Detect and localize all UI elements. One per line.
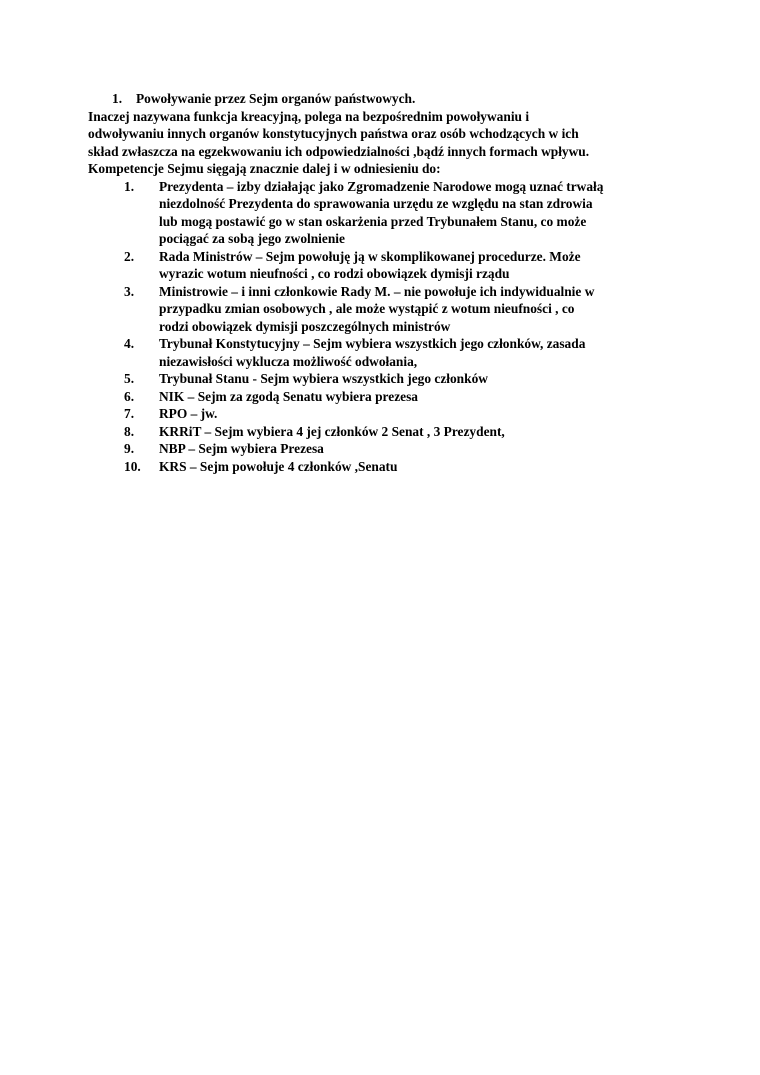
intro-paragraph bbox=[88, 108, 678, 178]
list-item-line: Rada Ministrów – Sejm powołuję ją w skomplikowanej procedurze. Może bbox=[159, 248, 581, 264]
list-item-line: NIK – Sejm za zgodą Senatu wybiera prezesa bbox=[159, 388, 418, 404]
list-item-number: 10. bbox=[124, 458, 141, 474]
list-item-krrit bbox=[88, 423, 678, 441]
list-item-krs bbox=[88, 458, 678, 476]
intro-line: Inaczej nazywana funkcja kreacyjną, polega na bezpośrednim powoływaniu i bbox=[88, 108, 530, 124]
list-item-body bbox=[159, 178, 678, 248]
section-heading-number: 1. bbox=[112, 91, 123, 106]
list-item-line: NBP – Sejm wybiera Prezesa bbox=[159, 441, 324, 456]
list-item-number: 4. bbox=[124, 336, 135, 351]
list-item-number: 8. bbox=[124, 423, 135, 439]
list-item-line: RPO – jw. bbox=[159, 406, 218, 421]
list-item-line: Trybunał Konstytucyjny – Sejm wybiera wszystkich jego członków, zasada bbox=[159, 336, 586, 351]
list-item-rada-ministrow bbox=[88, 248, 678, 283]
document-content bbox=[88, 90, 678, 475]
list-item-body bbox=[159, 335, 678, 370]
list-item-number: 5. bbox=[124, 371, 135, 386]
list-item-line: pociągać za sobą jego zwolnienie bbox=[159, 231, 345, 246]
list-item-nbp bbox=[88, 440, 678, 458]
list-item-body bbox=[159, 370, 678, 388]
list-item-trybunal-stanu bbox=[88, 370, 678, 388]
list-item-number: 2. bbox=[124, 248, 135, 264]
list-item-line: lub mogą postawić go w stan oskarżenia przed Trybunałem Stanu, co może bbox=[159, 213, 587, 229]
list-item-number: 6. bbox=[124, 388, 135, 404]
list-item-prezydent bbox=[88, 178, 678, 248]
intro-line: Kompetencje Sejmu sięgają znacznie dalej i w odniesieniu do: bbox=[88, 161, 441, 176]
list-item-body bbox=[159, 283, 678, 336]
list-item-line: wyrazic wotum nieufności , co rodzi obowiązek dymisji rządu bbox=[159, 266, 510, 281]
section-heading bbox=[112, 90, 678, 108]
list-item-line: Trybunał Stanu - Sejm wybiera wszystkich jego członków bbox=[159, 371, 488, 386]
list-item-line: Prezydenta – izby działając jako Zgromadzenie Narodowe mogą uznać trwałą bbox=[159, 178, 604, 194]
list-item-line: KRS – Sejm powołuje 4 członków ,Senatu bbox=[159, 458, 398, 474]
list-item-ministrowie bbox=[88, 283, 678, 336]
list-item-body bbox=[159, 248, 678, 283]
list-item-number: 9. bbox=[124, 441, 135, 456]
list-item-line: niezawisłości wyklucza możliwość odwołania, bbox=[159, 353, 418, 369]
list-item-body bbox=[159, 423, 678, 441]
list-item-rpo bbox=[88, 405, 678, 423]
list-item-trybunal-konstytucyjny bbox=[88, 335, 678, 370]
list-item-body bbox=[159, 458, 678, 476]
intro-line: odwoływaniu innych organów konstytucyjnych państwa oraz osób wchodzących w ich bbox=[88, 126, 579, 141]
list-item-number: 7. bbox=[124, 406, 135, 421]
list-item-line: niezdolność Prezydenta do sprawowania urzędu ze względu na stan zdrowia bbox=[159, 196, 593, 211]
list-item-line: rodzi obowiązek dymisji poszczególnych ministrów bbox=[159, 318, 451, 334]
list-item-line: KRRiT – Sejm wybiera 4 jej członków 2 Senat , 3 Prezydent, bbox=[159, 423, 505, 439]
list-item-body bbox=[159, 405, 678, 423]
list-item-nik bbox=[88, 388, 678, 406]
competence-list bbox=[88, 178, 678, 476]
section-heading-text: Powoływanie przez Sejm organów państwowych. bbox=[136, 91, 416, 106]
list-item-number: 3. bbox=[124, 283, 135, 299]
intro-line: skład zwłaszcza na egzekwowaniu ich odpowiedzialności ,bądź innych formach wpływu. bbox=[88, 143, 590, 159]
list-item-line: Ministrowie – i inni członkowie Rady M. – nie powołuje ich indywidualnie w bbox=[159, 283, 595, 299]
list-item-number: 1. bbox=[124, 178, 135, 194]
list-item-line: przypadku zmian osobowych , ale może wystąpić z wotum nieufności , co bbox=[159, 301, 575, 316]
list-item-body bbox=[159, 388, 678, 406]
list-item-body bbox=[159, 440, 678, 458]
